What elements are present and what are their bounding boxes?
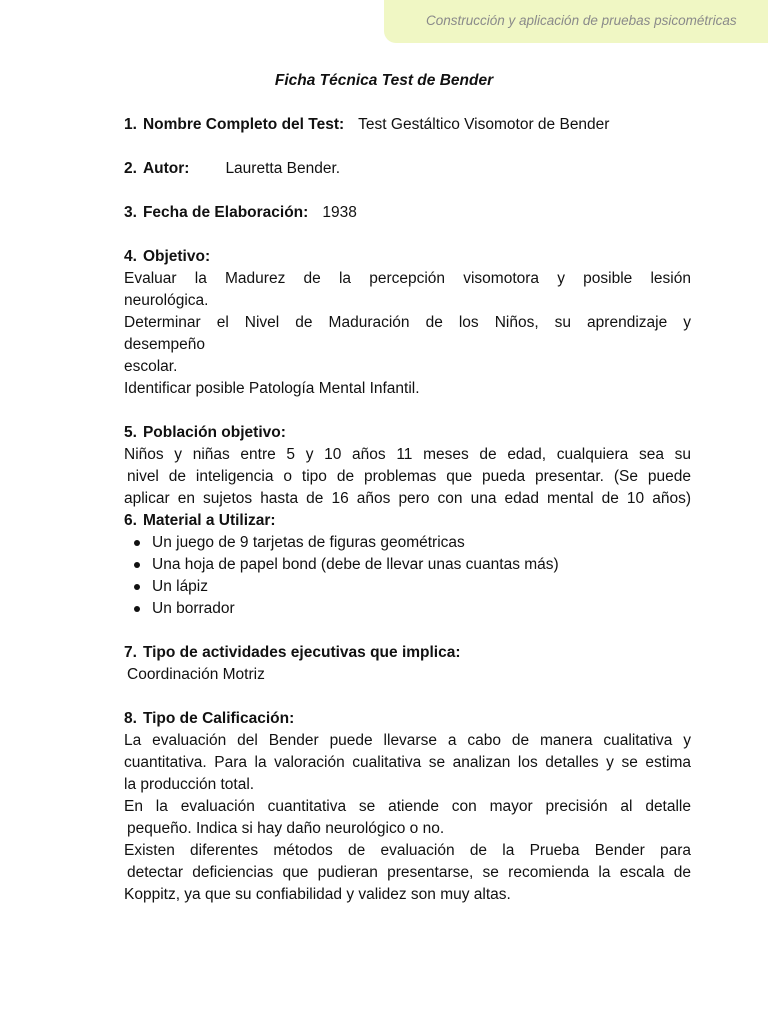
list-item-text: Un juego de 9 tarjetas de figuras geométricas xyxy=(152,534,465,551)
section-label: Objetivo: xyxy=(142,248,211,265)
paragraph-line: La evaluación del Bender puede llevarse a cabo de manera cualitativa y xyxy=(124,732,691,749)
document-title: Ficha Técnica Test de Bender xyxy=(274,72,494,89)
header-course-title: Construcción y aplicación de pruebas psicométricas xyxy=(426,13,737,28)
list-item xyxy=(124,598,691,620)
section-2-author xyxy=(124,158,691,180)
section-4-objective xyxy=(124,246,691,268)
paragraph-line: En la evaluación cuantitativa se atiende con mayor precisión al detalle xyxy=(124,798,691,815)
section-8-scoring xyxy=(124,708,691,730)
section-label: Material a Utilizar: xyxy=(142,512,276,529)
section-label: Fecha de Elaboración: xyxy=(142,204,309,221)
list-item-text: Un lápiz xyxy=(152,578,208,595)
paragraph-line: la producción total. xyxy=(124,776,255,793)
paragraph-line: desempeño xyxy=(124,336,206,353)
paragraph-line: Koppitz, ya que su confiabilidad y validez son muy altas. xyxy=(124,886,511,903)
section-value: 1938 xyxy=(322,204,357,221)
section-number: 6. xyxy=(124,512,137,529)
section-label: Población objetivo: xyxy=(142,424,286,441)
paragraph-line: escolar. xyxy=(124,358,178,375)
paragraph-line: pequeño. Indica si hay daño neurológico o no. xyxy=(127,820,445,837)
bullet-icon xyxy=(134,540,140,546)
paragraph-line: Identificar posible Patología Mental Infantil. xyxy=(124,380,420,397)
paragraph-line: aplicar en sujetos hasta de 16 años pero con una edad mental de 10 años) xyxy=(124,490,691,507)
materials-list xyxy=(124,532,691,620)
paragraph-line: detectar deficiencias que pudieran presentarse, se recomienda la escala de xyxy=(127,864,691,881)
list-item xyxy=(124,554,691,576)
section-6-materials xyxy=(124,510,691,532)
section-7-activities xyxy=(124,642,691,664)
section-number: 8. xyxy=(124,710,137,727)
document-body xyxy=(124,114,691,906)
section-5-population xyxy=(124,422,691,444)
paragraph-line: Niños y niñas entre 5 y 10 años 11 meses de edad, cualquiera sea su xyxy=(124,446,691,463)
paragraph-line: Evaluar la Madurez de la percepción visomotora y posible lesión xyxy=(124,270,691,287)
list-item-text: Una hoja de papel bond (debe de llevar unas cuantas más) xyxy=(152,556,559,573)
section-number: 2. xyxy=(124,160,137,177)
list-item-text: Un borrador xyxy=(152,600,235,617)
section-1-full-name xyxy=(124,114,691,136)
section-value: Lauretta Bender. xyxy=(225,160,341,177)
section-number: 3. xyxy=(124,204,137,221)
section-value: Test Gestáltico Visomotor de Bender xyxy=(358,116,610,133)
paragraph-line: Determinar el Nivel de Maduración de los Niños, su aprendizaje y xyxy=(124,314,691,331)
section-3-date xyxy=(124,202,691,224)
list-item xyxy=(124,532,691,554)
paragraph-line: nivel de inteligencia o tipo de problemas que pueda presentar. (Se puede xyxy=(127,468,691,485)
section-label: Tipo de Calificación: xyxy=(142,710,295,727)
paragraph-line: cuantitativa. Para la valoración cualitativa se analizan los detalles y se estima xyxy=(124,754,691,771)
section-number: 1. xyxy=(124,116,137,133)
paragraph-line: Existen diferentes métodos de evaluación de la Prueba Bender para xyxy=(124,842,691,859)
section-number: 7. xyxy=(124,644,137,661)
bullet-icon xyxy=(134,606,140,612)
section-label: Autor: xyxy=(142,160,190,177)
paragraph-line: neurológica. xyxy=(124,292,209,309)
section-value: Coordinación Motriz xyxy=(127,666,265,683)
list-item xyxy=(124,576,691,598)
section-label: Nombre Completo del Test: xyxy=(142,116,345,133)
section-number: 5. xyxy=(124,424,137,441)
section-label: Tipo de actividades ejecutivas que implica: xyxy=(142,644,461,661)
bullet-icon xyxy=(134,584,140,590)
bullet-icon xyxy=(134,562,140,568)
section-number: 4. xyxy=(124,248,137,265)
